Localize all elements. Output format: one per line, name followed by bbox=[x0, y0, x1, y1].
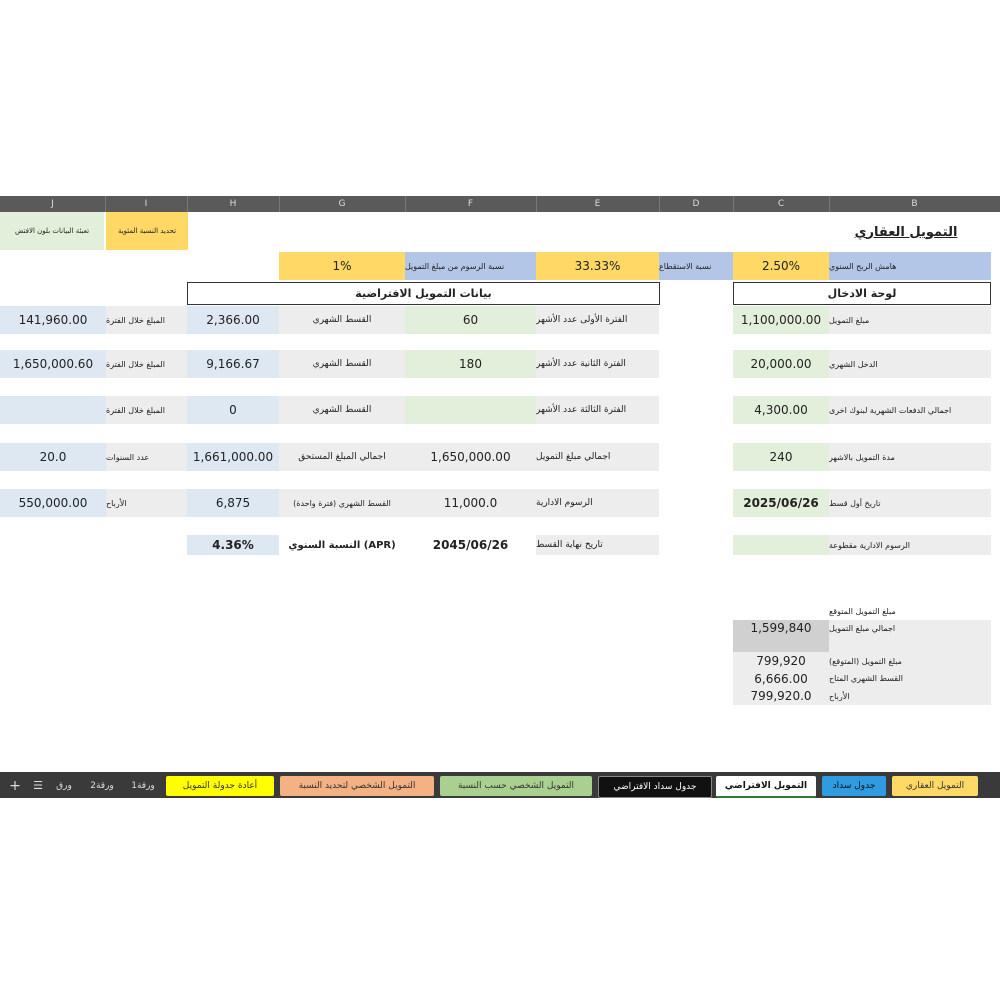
input-admin-fees[interactable] bbox=[733, 535, 829, 555]
input-label-first-date: تاريخ أول قسط bbox=[829, 489, 991, 517]
end-date-label: تاريخ نهاية القسط bbox=[536, 535, 659, 555]
tab-sheet-partial[interactable]: ورق bbox=[50, 776, 78, 796]
expected-profits-label: الأرباح bbox=[829, 687, 991, 705]
admin-fees-label: الرسوم الادارية bbox=[536, 489, 659, 517]
period-1-months[interactable]: 60 bbox=[405, 306, 536, 334]
expected-total[interactable]: 1,599,840 bbox=[733, 620, 829, 636]
expected-amount-label: مبلغ التمويل (المتوقع) bbox=[829, 652, 991, 670]
input-label-amount: مبلغ التمويل bbox=[829, 306, 991, 334]
column-header-c[interactable]: C bbox=[733, 196, 830, 212]
deduction-value[interactable]: 33.33% bbox=[536, 252, 659, 280]
input-label-duration: مدة التمويل بالاشهر bbox=[829, 443, 991, 471]
years-label: عدد السنوات bbox=[106, 443, 187, 471]
admin-fees[interactable]: 11,000.0 bbox=[405, 489, 536, 517]
available-installment[interactable]: 6,666.00 bbox=[733, 670, 829, 687]
tab-real-estate-financing[interactable]: التمويل العقاري bbox=[892, 776, 978, 796]
column-header-bar bbox=[0, 196, 1000, 212]
period-2-label: الفترة الثانية عدد الأشهر bbox=[536, 350, 659, 378]
tab-default-financing[interactable]: التمويل الافتراضي bbox=[716, 776, 816, 798]
period-3-months[interactable] bbox=[405, 396, 536, 424]
column-header-j[interactable]: J bbox=[0, 196, 106, 212]
column-header-h[interactable]: H bbox=[187, 196, 280, 212]
tab-default-repayment-schedule[interactable]: جدول سداد الافتراضي bbox=[598, 776, 712, 798]
period-1-installment[interactable]: 2,366.00 bbox=[187, 306, 279, 334]
input-other-payments[interactable]: 4,300.00 bbox=[733, 396, 829, 424]
period-2-amount-label: المبلغ خلال الفترة bbox=[106, 350, 187, 378]
total-financing[interactable]: 1,650,000.00 bbox=[405, 443, 536, 471]
profits-label: الأرباح bbox=[106, 489, 187, 517]
period-3-amount-label: المبلغ خلال الفترة bbox=[106, 396, 187, 424]
tab-sheet1[interactable]: ورقة1 bbox=[126, 776, 160, 796]
apr-label: النسبة السنوي (APR) bbox=[288, 539, 396, 551]
tab-sheet2[interactable]: ورقة2 bbox=[82, 776, 122, 796]
expected-spacer-value bbox=[733, 636, 829, 652]
sheet-title: التمويل العقاري bbox=[854, 224, 958, 240]
fees-label: نسبة الرسوم من مبلغ التمويل bbox=[405, 252, 536, 280]
column-header-e[interactable]: E bbox=[536, 196, 660, 212]
input-first-date[interactable]: 2025/06/26 bbox=[733, 489, 829, 517]
column-header-g[interactable]: G bbox=[279, 196, 406, 212]
input-income[interactable]: 20,000.00 bbox=[733, 350, 829, 378]
total-due-label: اجمالي المبلغ المستحق bbox=[279, 443, 405, 471]
single-installment-label: القسط الشهري (فترة واحدة) bbox=[279, 489, 405, 517]
available-installment-label: القسط الشهري المتاح bbox=[829, 670, 991, 687]
tab-rescheduling[interactable]: أعادة جدولة التمويل bbox=[166, 776, 274, 796]
input-duration[interactable]: 240 bbox=[733, 443, 829, 471]
period-3-installment[interactable]: 0 bbox=[187, 396, 279, 424]
period-2-months[interactable]: 180 bbox=[405, 350, 536, 378]
tab-repayment-schedule[interactable]: جدول سداد bbox=[822, 776, 886, 796]
input-label-income: الدخل الشهري bbox=[829, 350, 991, 378]
column-header-b[interactable]: B bbox=[829, 196, 1000, 212]
period-1-amount-label: المبلغ خلال الفترة bbox=[106, 306, 187, 334]
years[interactable]: 20.0 bbox=[0, 443, 106, 471]
single-installment[interactable]: 6,875 bbox=[187, 489, 279, 517]
column-header-f[interactable]: F bbox=[405, 196, 537, 212]
clear-data-button[interactable]: تعبئة البيانات بلون الافتض bbox=[0, 212, 104, 250]
period-3-amount[interactable] bbox=[0, 396, 106, 424]
expected-heading: مبلغ التمويل المتوقع bbox=[829, 606, 896, 616]
period-1-amount[interactable]: 141,960.00 bbox=[0, 306, 106, 334]
expected-spacer bbox=[829, 636, 991, 652]
input-amount[interactable]: 1,100,000.00 bbox=[733, 306, 829, 334]
input-label-admin-fees: الرسوم الادارية مقطوعة bbox=[829, 535, 991, 555]
period-2-installment-label: القسط الشهري bbox=[279, 350, 405, 378]
profits[interactable]: 550,000.00 bbox=[0, 489, 106, 517]
fees-value[interactable]: 1% bbox=[279, 252, 405, 280]
total-financing-label: اجمالي مبلغ التمويل bbox=[536, 443, 659, 471]
expected-amount[interactable]: 799,920 bbox=[733, 652, 829, 670]
column-header-i[interactable]: I bbox=[105, 196, 188, 212]
menu-icon[interactable]: ☰ bbox=[30, 776, 46, 796]
column-header-d[interactable]: D bbox=[659, 196, 734, 212]
profit-margin-label: هامش الربح السنوي bbox=[829, 252, 991, 280]
tab-personal-by-ratio[interactable]: التمويل الشخصي حسب النسبة bbox=[440, 776, 592, 796]
apr[interactable]: 4.36% bbox=[187, 535, 279, 555]
total-due[interactable]: 1,661,000.00 bbox=[187, 443, 279, 471]
deduction-label: نسبة الاستقطاع bbox=[659, 252, 733, 280]
period-2-amount[interactable]: 1,650,000.60 bbox=[0, 350, 106, 378]
default-panel-title: بيانات التمويل الافتراضية bbox=[187, 282, 660, 305]
tab-personal-set-ratio[interactable]: التمويل الشخصي لتحديد النسبة bbox=[280, 776, 434, 796]
input-panel-title: لوحة الادخال bbox=[733, 282, 991, 305]
plus-icon[interactable]: + bbox=[6, 776, 24, 796]
period-1-label: الفترة الأولى عدد الأشهر bbox=[536, 306, 659, 334]
period-2-installment[interactable]: 9,166.67 bbox=[187, 350, 279, 378]
end-date[interactable]: 2045/06/26 bbox=[432, 538, 509, 552]
period-3-installment-label: القسط الشهري bbox=[279, 396, 405, 424]
input-label-other-payments: اجمالي الدفعات الشهرية لبنوك اخرى bbox=[829, 396, 991, 424]
period-3-label: الفترة الثالثة عدد الأشهر bbox=[536, 396, 659, 424]
expected-total-label: اجمالي مبلغ التمويل bbox=[829, 620, 991, 636]
expected-profits[interactable]: 799,920.0 bbox=[733, 687, 829, 705]
period-1-installment-label: القسط الشهري bbox=[279, 306, 405, 334]
ratio-select-button[interactable]: تحديد النسبة المئوية bbox=[106, 212, 188, 250]
profit-margin-value[interactable]: 2.50% bbox=[733, 252, 829, 280]
